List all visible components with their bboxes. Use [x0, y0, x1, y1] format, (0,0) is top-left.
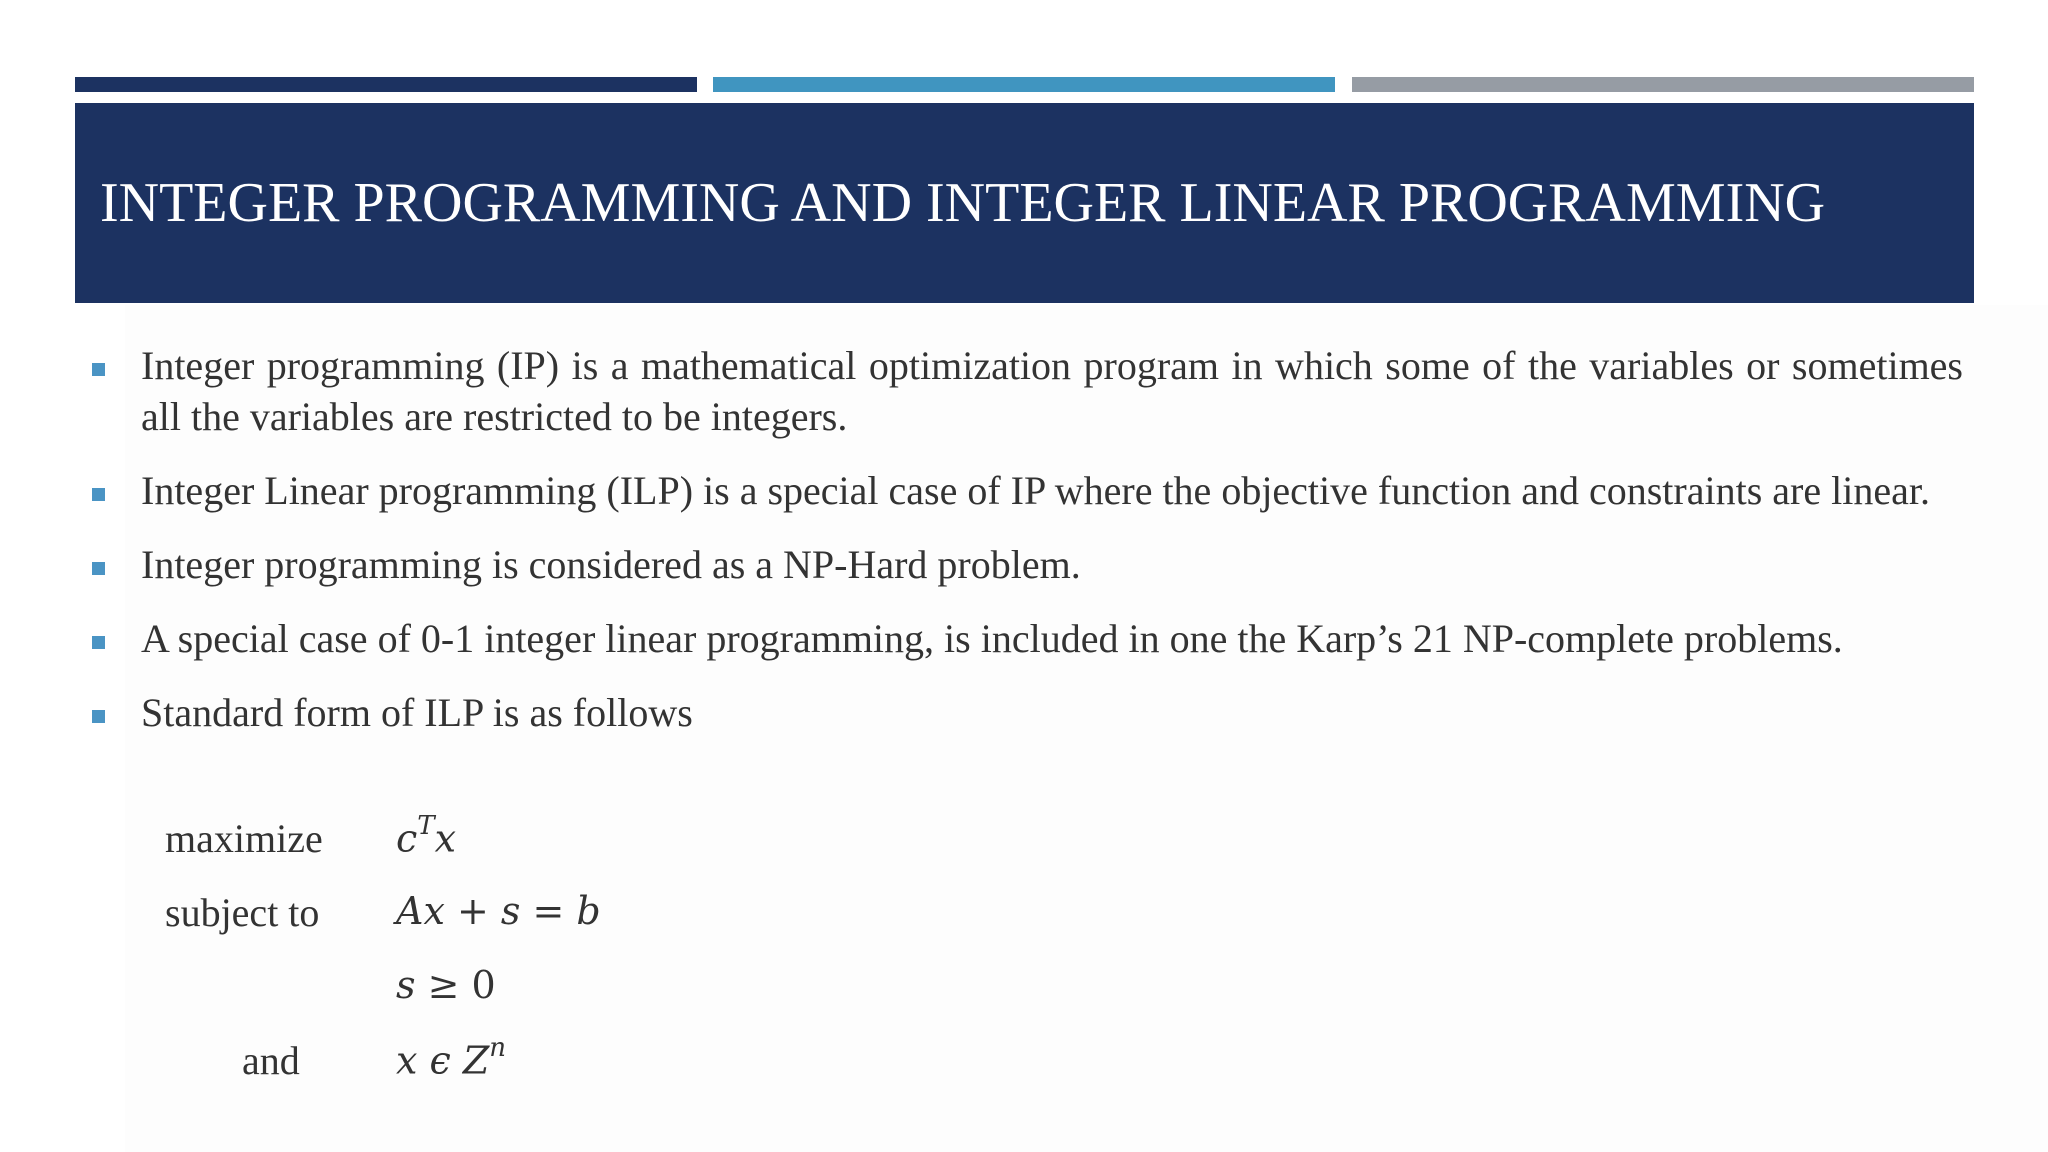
domain-row: [165, 1033, 765, 1097]
accent-bar-gray: [1352, 77, 1974, 92]
bullet-item: [88, 340, 1963, 442]
slide-title: INTEGER PROGRAMMING AND INTEGER LINEAR PROGRAMMING: [100, 172, 1826, 234]
constraint-row-2: [165, 963, 765, 1023]
bullet-list: [88, 340, 1963, 761]
constraint-expression-1: Ax + s = b: [396, 889, 601, 933]
subject-to-label: subject to: [165, 890, 320, 935]
square-bullet-icon: [92, 562, 105, 575]
bullet-text: Integer Linear programming (ILP) is a special case of IP where the objective function and constraints are linear.: [141, 468, 1930, 513]
domain-expression: x ϵ $Z^n$: [396, 1033, 507, 1083]
square-bullet-icon: [92, 636, 105, 649]
objective-expression: $c^Tx$: [396, 811, 457, 861]
and-label: and: [242, 1038, 300, 1083]
square-bullet-icon: [92, 363, 105, 376]
bullet-text: A special case of 0-1 integer linear programming, is included in one the Karp’s 21 NP-complete problems.: [141, 616, 1843, 661]
bullet-text: Integer programming is considered as a NP-Hard problem.: [141, 542, 1081, 587]
maximize-label: maximize: [165, 816, 323, 861]
title-band: [75, 103, 1974, 303]
constraint-row-1: [165, 889, 765, 949]
accent-bar-blue: [713, 77, 1335, 92]
square-bullet-icon: [92, 488, 105, 501]
bullet-text: Integer programming (IP) is a mathematical optimization program in which some of the variables or sometimes all the variables are restricted to be integers.: [141, 343, 1963, 439]
square-bullet-icon: [92, 710, 105, 723]
bullet-text: Standard form of ILP is as follows: [141, 690, 693, 735]
objective-row: [165, 811, 765, 875]
bullet-item: [88, 539, 1963, 590]
constraint-expression-2: s ≥ 0: [396, 963, 496, 1007]
bullet-item: [88, 687, 1963, 738]
accent-bar-navy: [75, 77, 697, 92]
bullet-item: [88, 465, 1963, 516]
bullet-item: [88, 613, 1963, 664]
